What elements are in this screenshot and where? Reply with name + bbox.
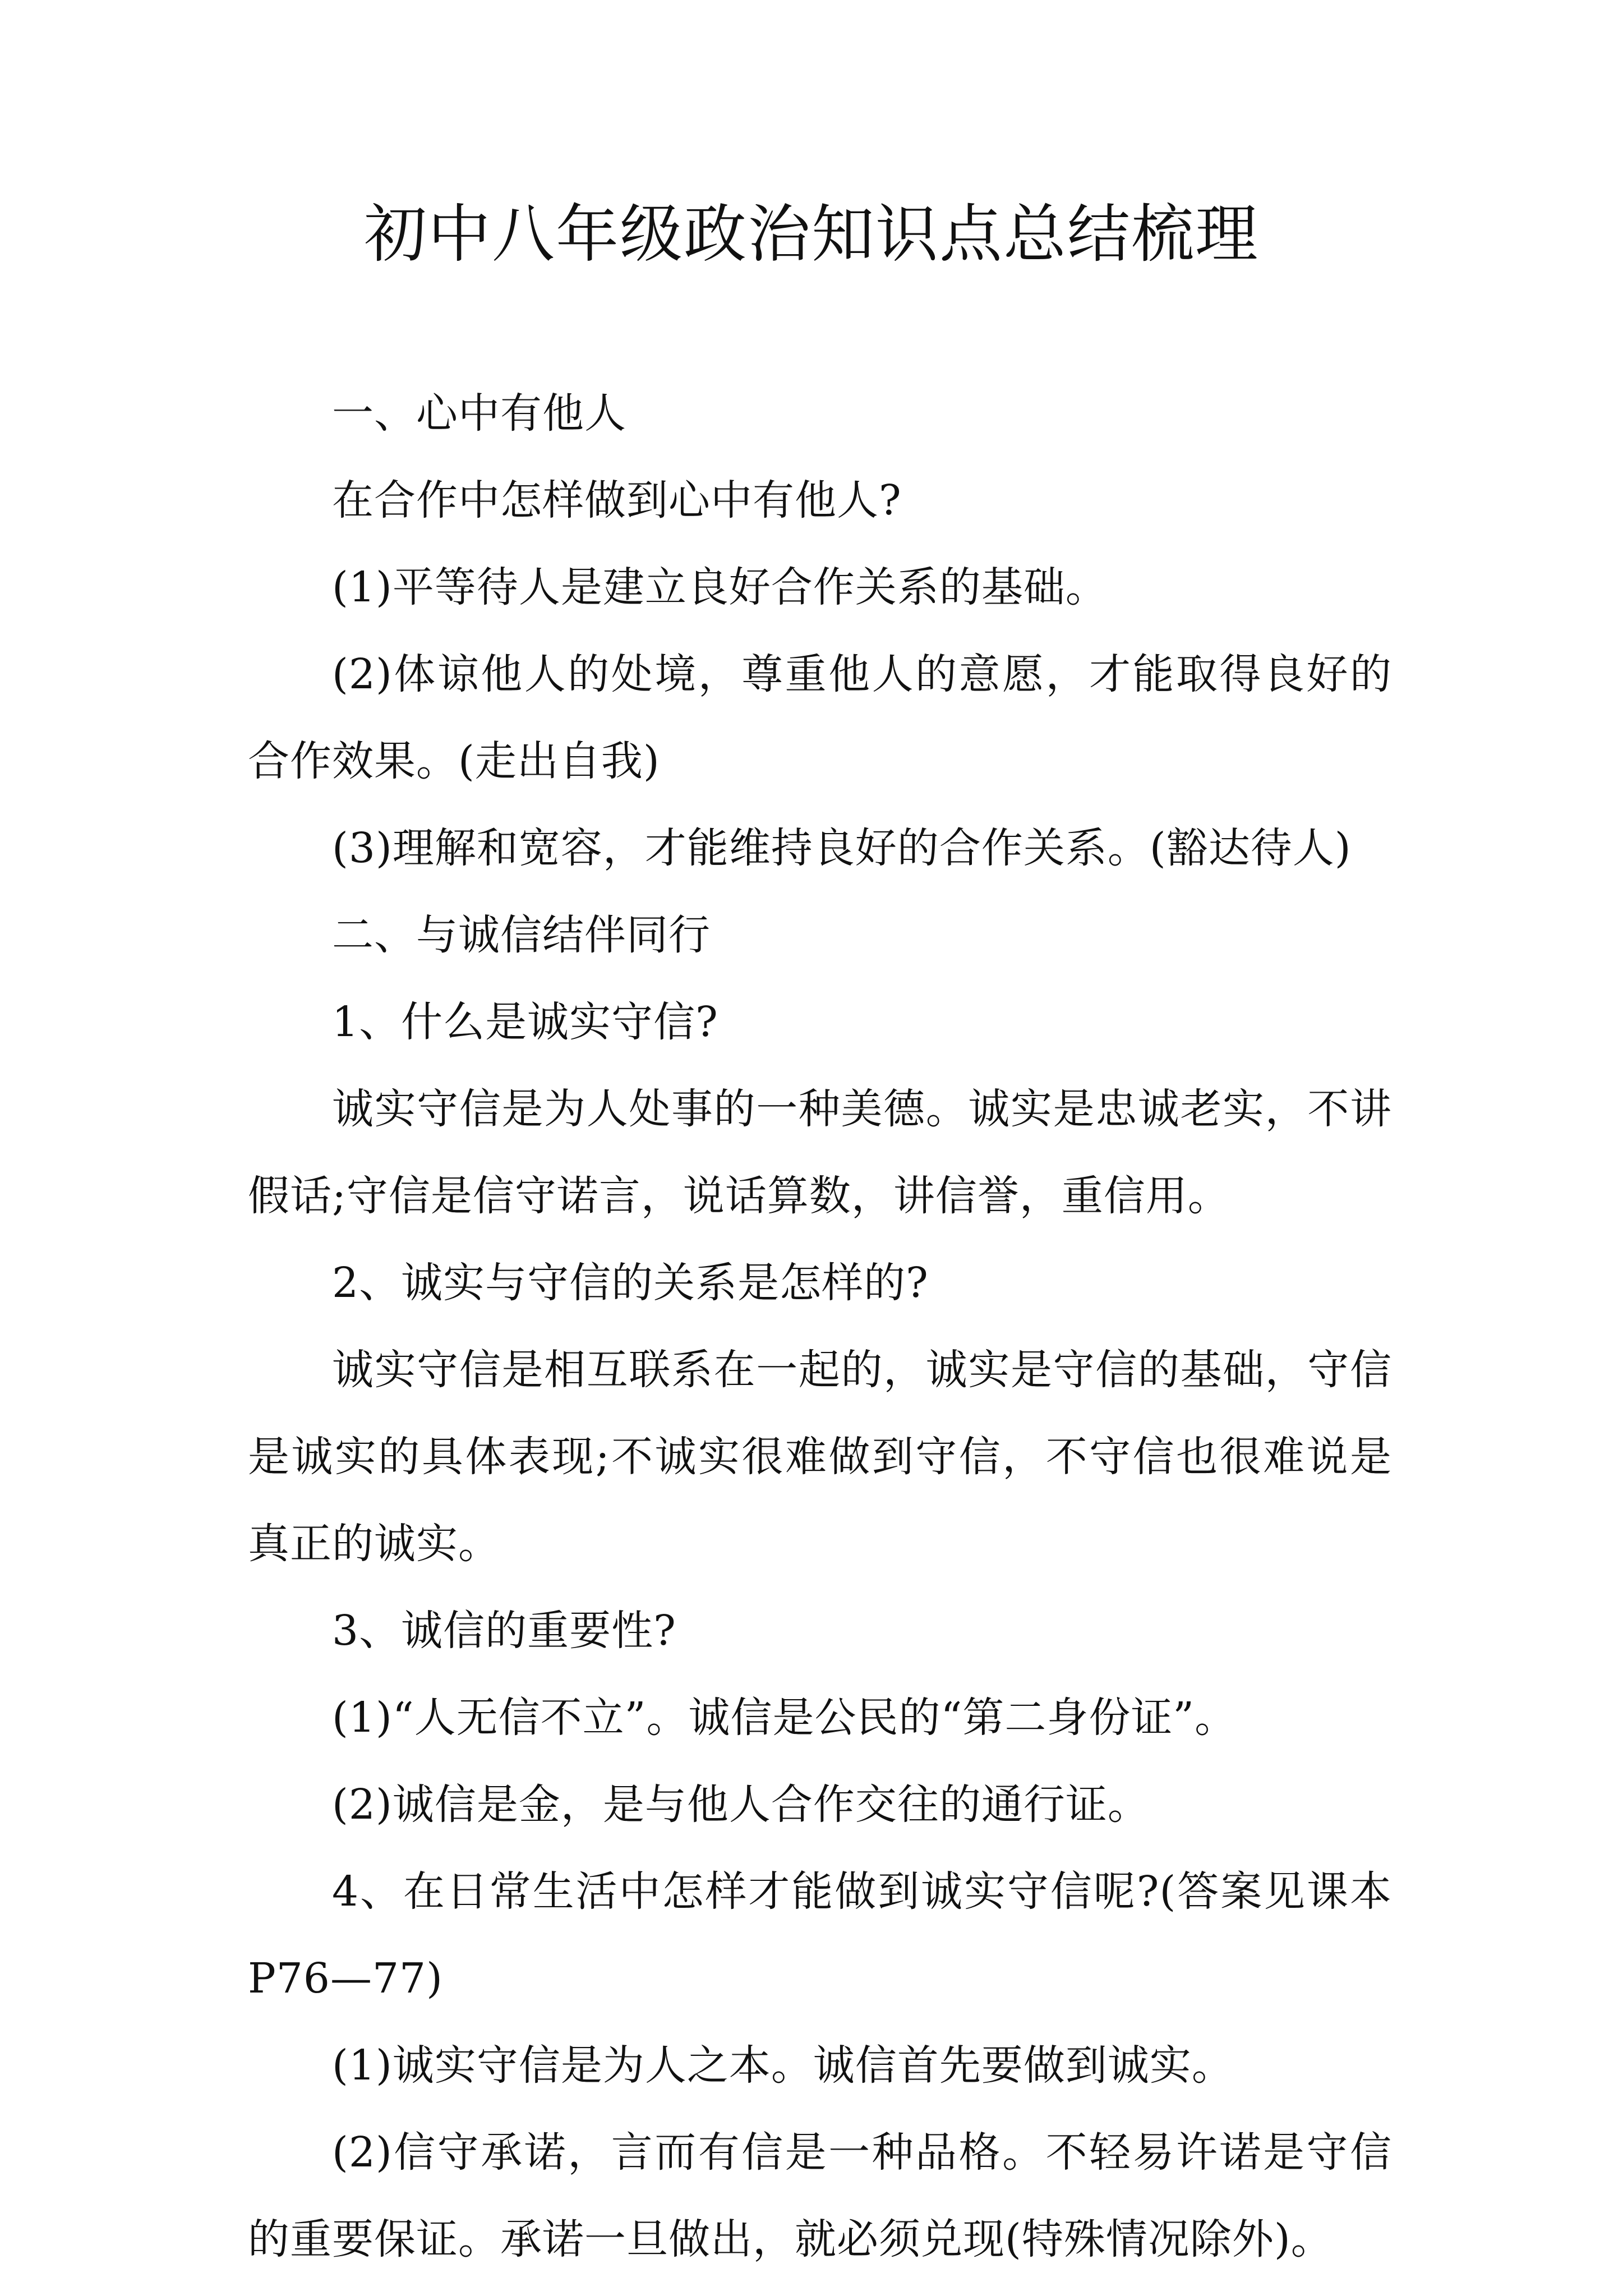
heading-section-1: 一、心中有他人	[332, 389, 626, 438]
question-paragraph: 4、在日常生活中怎样才能做到诚实守信呢?(答案见课本P76—77)	[248, 1867, 1392, 2003]
list-item: (1)“人无信不立”。诚信是公民的“第二身份证”。	[332, 1694, 1237, 1742]
document-body	[248, 370, 1392, 2283]
list-item: (1)诚实守信是为人之本。诚信首先要做到诚实。	[332, 2041, 1234, 2090]
answer-paragraph: 诚实守信是相互联系在一起的，诚实是守信的基础，守信是诚实的具体表现;不诚实很难做到守信，不守信也很难说是真正的诚实。	[248, 1346, 1392, 1568]
list-item: (2)信守承诺，言而有信是一种品格。不轻易许诺是守信的重要保证。承诺一旦做出，就必须兑现(特殊情况除外)。	[248, 2128, 1392, 2263]
list-item: (2)体谅他人的处境，尊重他人的意愿，才能取得良好的合作效果。(走出自我)	[248, 650, 1392, 785]
list-item: (1)平等待人是建立良好合作关系的基础。	[332, 563, 1108, 611]
answer-paragraph: 诚实守信是为人处事的一种美德。诚实是忠诚老实，不讲假话;守信是信守诺言，说话算数，讲信誉，重信用。	[248, 1085, 1392, 1220]
question-paragraph: 2、诚实与守信的关系是怎样的?	[332, 1259, 929, 1307]
heading-section-2: 二、与诚信结伴同行	[332, 911, 711, 959]
question-paragraph: 1、什么是诚实守信?	[332, 998, 718, 1046]
question-paragraph: 在合作中怎样做到心中有他人?	[332, 476, 902, 524]
list-item: (2)诚信是金，是与他人合作交往的通行证。	[332, 1780, 1150, 1829]
list-item: (3)理解和宽容，才能维持良好的合作关系。(豁达待人)	[332, 824, 1352, 872]
question-paragraph: 3、诚信的重要性?	[332, 1607, 676, 1655]
document-title: 初中八年级政治知识点总结梳理	[364, 198, 1259, 271]
